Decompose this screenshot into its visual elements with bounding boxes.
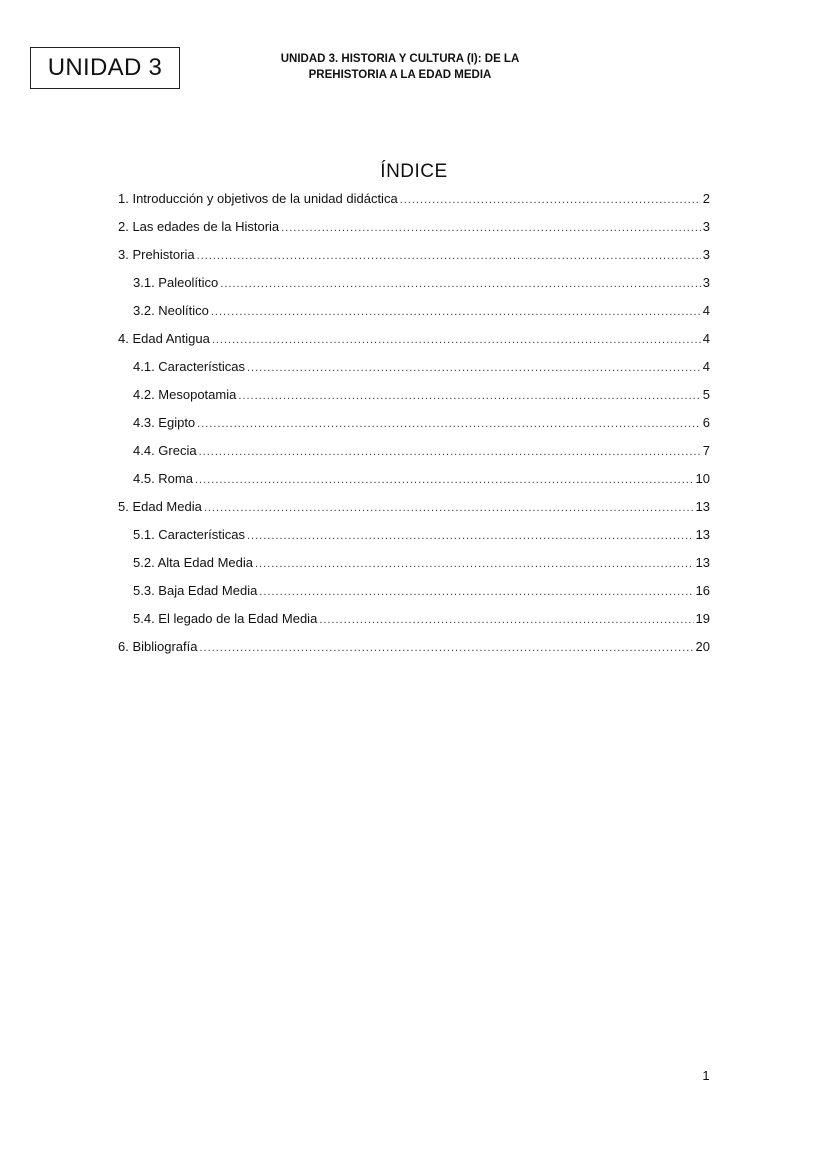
toc-entry-page: 6 [702,415,710,430]
toc-entry-label: 5.2. Alta Edad Media [133,555,253,570]
toc-subentry[interactable] [118,554,710,582]
toc-leader-dots [281,219,701,237]
toc-subentry[interactable] [118,302,710,330]
toc-leader-dots [195,471,694,489]
table-of-contents [118,190,710,666]
toc-entry-label: 4.3. Egipto [133,415,196,430]
toc-leader-dots [197,247,701,265]
toc-entry-label: 4.4. Grecia [133,443,197,458]
toc-leader-dots [238,387,700,405]
toc-leader-dots [400,191,701,209]
toc-entry-page: 4 [702,359,710,374]
toc-subentry[interactable] [118,414,710,442]
toc-subentry[interactable] [118,358,710,386]
toc-entry-page: 7 [702,443,710,458]
toc-entry[interactable] [118,218,710,246]
toc-leader-dots [220,275,700,293]
unit-label-box [30,47,180,89]
toc-entry-page: 16 [695,583,710,598]
toc-subentry[interactable] [118,470,710,498]
toc-subentry[interactable] [118,526,710,554]
toc-entry-label: 4.5. Roma [133,471,193,486]
toc-leader-dots [247,527,694,545]
toc-entry[interactable] [118,330,710,358]
toc-entry-label: 3.2. Neolítico [133,303,209,318]
toc-entry-label: 3.1. Paleolítico [133,275,219,290]
toc-entry-page: 4 [702,331,710,346]
header-line-1: UNIDAD 3. HISTORIA Y CULTURA (I): DE LA [280,53,520,65]
toc-subentry[interactable] [118,274,710,302]
toc-entry-page: 19 [695,611,710,626]
toc-entry-page: 13 [695,555,710,570]
toc-leader-dots [204,499,694,517]
toc-entry-label: 4.1. Características [133,359,245,374]
toc-leader-dots [247,359,701,377]
toc-entry-page: 3 [702,219,710,234]
toc-leader-dots [212,331,701,349]
toc-entry-page: 4 [702,303,710,318]
header-line-2: PREHISTORIA A LA EDAD MEDIA [308,69,492,81]
toc-entry-page: 2 [702,191,710,206]
toc-entry-label: 5.3. Baja Edad Media [133,583,258,598]
toc-entry-label: 5. Edad Media [118,499,202,514]
toc-entry[interactable] [118,246,710,274]
unit-label: UNIDAD 3 [47,54,163,81]
toc-entry-page: 5 [702,387,710,402]
toc-leader-dots [255,555,694,573]
toc-leader-dots [200,639,694,657]
toc-entry-label: 6. Bibliografía [118,639,198,654]
toc-entry-page: 13 [695,499,710,514]
toc-subentry[interactable] [118,582,710,610]
toc-leader-dots [199,443,701,461]
document-header [240,51,560,83]
toc-entry-label: 5.1. Características [133,527,245,542]
index-title: ÍNDICE [380,161,448,182]
toc-entry-page: 10 [695,471,710,486]
toc-entry-page: 3 [702,247,710,262]
toc-entry-label: 1. Introducción y objetivos de la unidad didáctica [118,191,398,206]
toc-subentry[interactable] [118,442,710,470]
toc-leader-dots [211,303,701,321]
page-number: 1 [702,1068,710,1083]
toc-entry-page: 20 [695,639,710,654]
toc-entry-label: 4.2. Mesopotamia [133,387,237,402]
toc-leader-dots [197,415,701,433]
toc-entry-label: 4. Edad Antigua [118,331,210,346]
toc-entry-label: 5.4. El legado de la Edad Media [133,611,318,626]
toc-subentry[interactable] [118,610,710,638]
toc-leader-dots [319,611,693,629]
toc-entry-page: 13 [695,527,710,542]
toc-entry-label: 2. Las edades de la Historia [118,219,280,234]
toc-entry-page: 3 [702,275,710,290]
toc-entry[interactable] [118,498,710,526]
toc-entry[interactable] [118,638,710,666]
toc-leader-dots [259,583,693,601]
toc-entry-label: 3. Prehistoria [118,247,195,262]
toc-entry[interactable] [118,190,710,218]
toc-subentry[interactable] [118,386,710,414]
